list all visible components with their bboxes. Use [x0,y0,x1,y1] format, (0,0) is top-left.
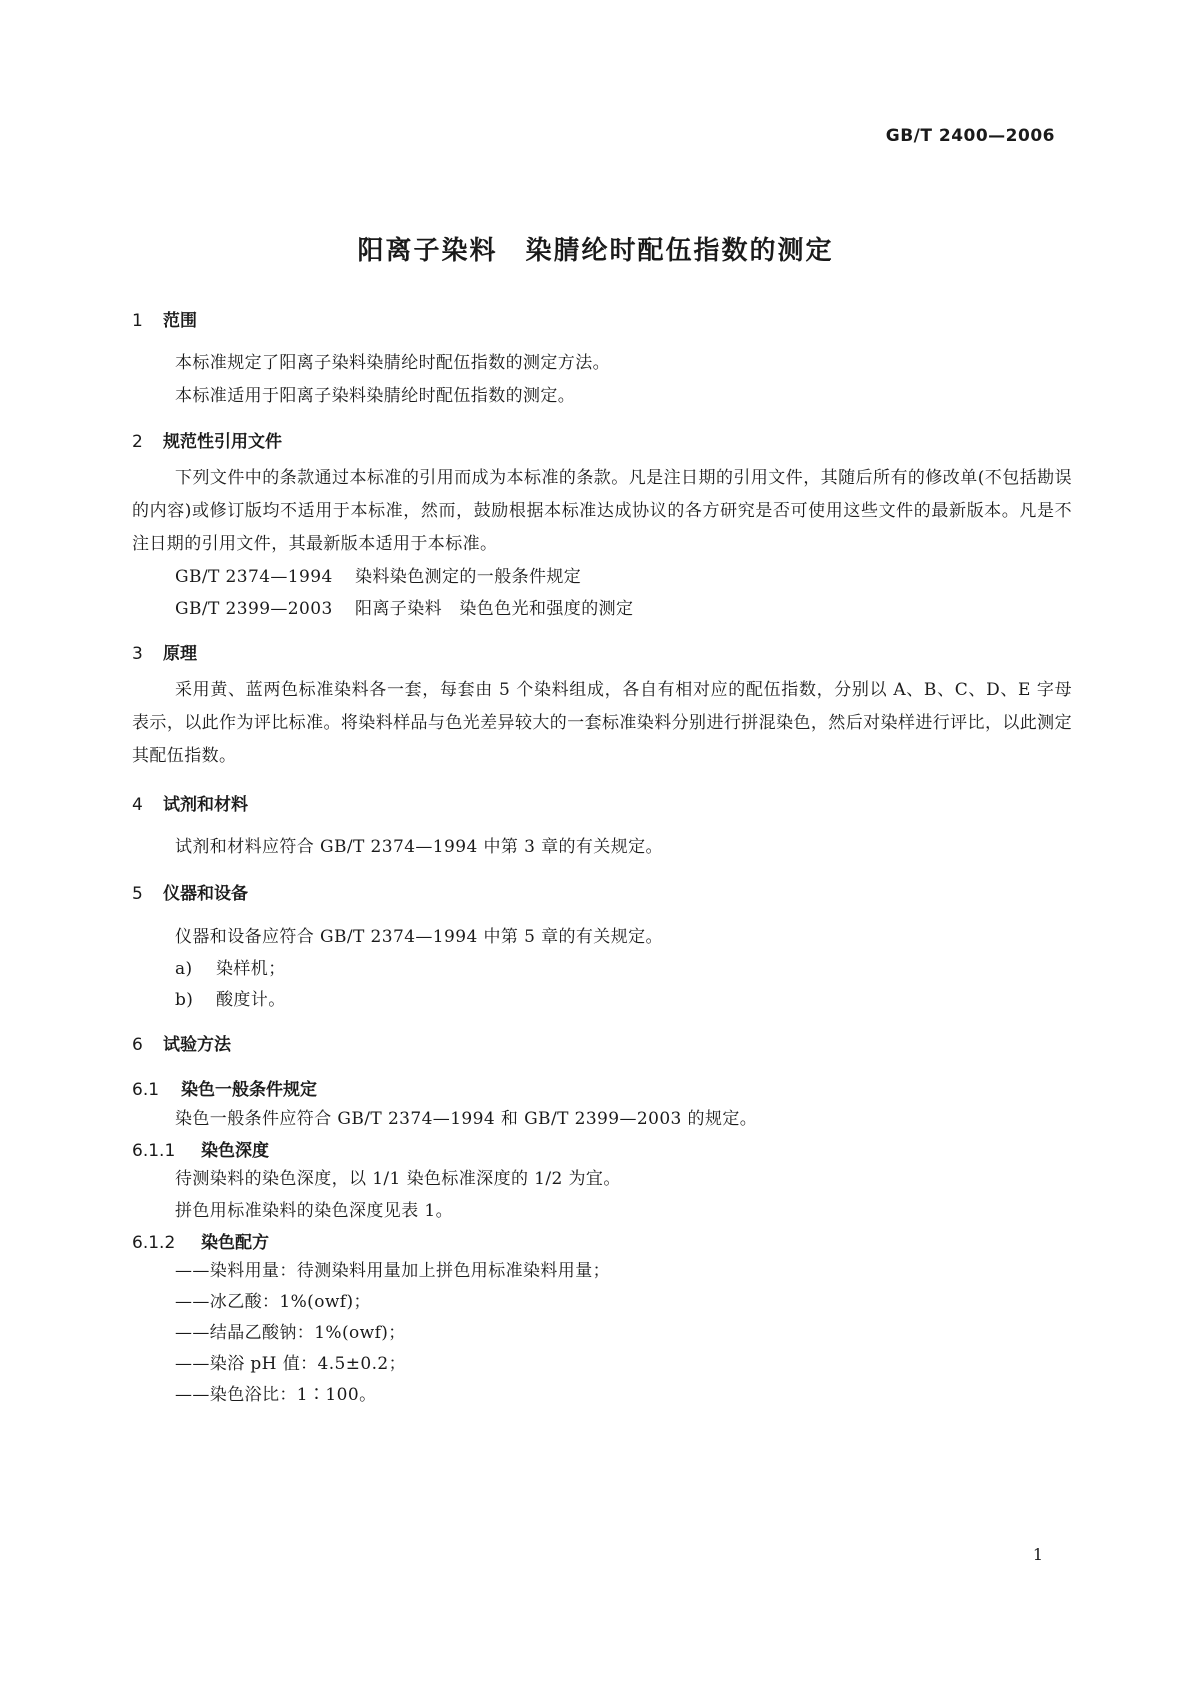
list-text: 染样机； [216,959,286,979]
principle-paragraph: 采用黄、蓝两色标准染料各一套，每套由 5 个染料组成，各自有相对应的配伍指数，分别以 A、B、C、D、E 字母表示，以此作为评比标准。将染料样品与色光差异较大的一套标准染料分别进行拼混染色，然后对染样进行评比，以此测定其配伍指数。 [132,680,1072,766]
standard-number: GB/T 2400—2006 [885,126,1055,146]
reference-title: 阳离子染料 染色色光和强度的测定 [355,599,634,619]
document-title: 阳离子染料 染腈纶时配伍指数的测定 [357,236,834,266]
list-item [175,985,286,1010]
dyeing-depth-line-1: 待测染料的染色深度，以 1/1 染色标准深度的 1/2 为宜。 [175,1169,621,1189]
subsection-heading-6-1-2 [132,1228,269,1253]
recipe-item: ——冰乙酸：1%(owf)； [175,1292,371,1312]
recipe-item: ——染料用量：待测染料用量加上拼色用标准染料用量； [175,1261,610,1281]
reference-title: 染料染色测定的一般条件规定 [355,567,582,587]
section-heading-2 [132,427,282,452]
normative-references-paragraph: 下列文件中的条款通过本标准的引用而成为本标准的条款。凡是注日期的引用文件，其随后所有的修改单(不包括勘误的内容)或修订版均不适用于本标准，然而，鼓励根据本标准达成协议的各方研究是否可使用这些文件的最新版本。凡是不注日期的引用文件，其最新版本适用于本标准。 [132,468,1072,554]
recipe-item: ——染色浴比：1∶100。 [175,1385,377,1405]
list-text: 酸度计。 [216,990,286,1010]
section-heading-1 [132,306,197,331]
section-title: 范围 [163,311,197,331]
recipe-item: ——结晶乙酸钠：1%(owf)； [175,1323,406,1343]
section-heading-5 [132,879,248,904]
section-title: 染色深度 [201,1141,269,1161]
list-marker: a) [175,959,193,979]
subsection-heading-6-1-1 [132,1136,269,1161]
reference-code: GB/T 2374—1994 [175,567,333,587]
subsection-heading-6-1 [132,1075,317,1100]
section-number: 6.1.1 [132,1141,176,1161]
section-heading-6 [132,1030,231,1055]
dyeing-conditions-line: 染色一般条件应符合 GB/T 2374—1994 和 GB/T 2399—2003 的规定。 [175,1109,758,1129]
section-title: 仪器和设备 [163,884,248,904]
section-number: 6.1 [132,1080,160,1100]
dyeing-depth-line-2: 拼色用标准染料的染色深度见表 1。 [175,1201,454,1221]
list-item [175,954,286,979]
section-title: 染色配方 [201,1233,269,1253]
section-title: 原理 [163,644,197,664]
reference-item [175,562,581,587]
reference-code: GB/T 2399—2003 [175,599,333,619]
section-number: 5 [132,884,143,904]
section-heading-4 [132,790,248,815]
section-title: 试验方法 [163,1035,231,1055]
scope-line-2: 本标准适用于阳离子染料染腈纶时配伍指数的测定。 [175,386,576,406]
section-number: 4 [132,795,143,815]
reagents-line: 试剂和材料应符合 GB/T 2374—1994 中第 3 章的有关规定。 [175,837,663,857]
section-number: 6 [132,1035,143,1055]
section-title: 规范性引用文件 [163,432,282,452]
section-heading-3 [132,639,197,664]
list-marker: b) [175,990,194,1010]
recipe-item: ——染浴 pH 值：4.5±0.2； [175,1354,407,1374]
reference-item [175,594,633,619]
section-number: 6.1.2 [132,1233,176,1253]
section-title: 试剂和材料 [163,795,248,815]
section-title: 染色一般条件规定 [181,1080,317,1100]
apparatus-line: 仪器和设备应符合 GB/T 2374—1994 中第 5 章的有关规定。 [175,927,663,947]
section-number: 2 [132,432,143,452]
page-number: 1 [1032,1545,1043,1564]
section-number: 3 [132,644,143,664]
section-number: 1 [132,311,143,331]
scope-line-1: 本标准规定了阳离子染料染腈纶时配伍指数的测定方法。 [175,353,610,373]
